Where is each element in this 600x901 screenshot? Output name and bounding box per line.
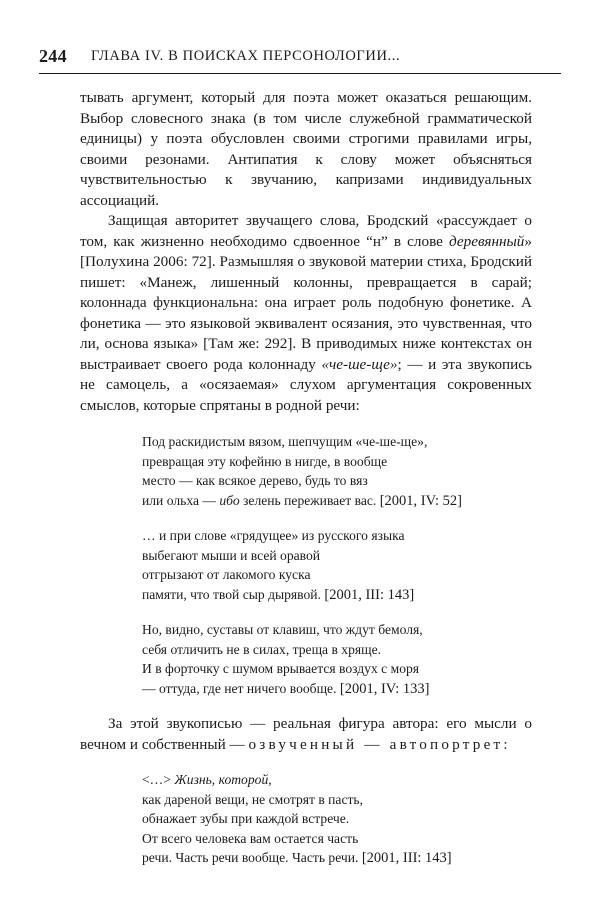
page-body bbox=[80, 88, 532, 884]
stanza-2 bbox=[142, 526, 532, 605]
verse-text: <…> bbox=[142, 772, 175, 787]
verse-line: отгрызают от лакомого куска bbox=[142, 567, 311, 582]
verse-block-1 bbox=[142, 432, 532, 699]
verse-line: И в форточку с шумом врывается воздух с моря bbox=[142, 661, 420, 676]
verse-line bbox=[142, 679, 532, 700]
verse-text: зелень переживает вас. bbox=[239, 492, 377, 508]
citation: [2001, III: 143] bbox=[361, 850, 452, 866]
running-header bbox=[39, 46, 561, 68]
verse-line: … и при слове «грядущее» из русского языка bbox=[142, 528, 405, 543]
verse-text: — оттуда, где нет ничего вообще. bbox=[142, 680, 337, 696]
verse-line: Но, видно, суставы от клавиш, что ждут бемоля, bbox=[142, 622, 423, 637]
paragraph-2-text-b: » [Полухина 2006: 72]. Размышляя о звуковой материи стиха, Бродский пишет: «Манеж, лишенный колонны, превращается в сарай; колоннада функциональна: она играет роль подобную фонетике. А фонетика — это языковой эквивалент осязания, это чувственная, что ли, основа языка» [Там же: 292]. В приводимых ниже контекстах он выстраивает своего рода колоннаду bbox=[80, 232, 532, 373]
verse-line bbox=[142, 770, 532, 790]
citation: [2001, III: 143] bbox=[324, 586, 415, 603]
paragraph-3-text: За этой звукописью — реальная фигура автора: его мысли о вечном и собственный — bbox=[80, 715, 532, 753]
page-number: 244 bbox=[39, 46, 67, 66]
verse-line: обнажает зубы при каждой встрече. bbox=[142, 811, 350, 826]
verse-text: речи. Часть речи вообще. Часть речи. bbox=[142, 850, 359, 865]
verse-line: Под раскидистым вязом, шепчущим «че-ше-ще», bbox=[142, 434, 428, 449]
paragraph-2-italic-sounds: «че-ше-ще» bbox=[321, 355, 398, 373]
stanza-3 bbox=[142, 620, 532, 699]
paragraph-1: тывать аргумент, который для поэта может оказаться решающим. Выбор словесного знака (в том числе служебной грамматической единицы) у поэта обусловлен своими строгими правилами игры, своими резонами. Антипатия к слову может объясняться чувствительностью к звучанию, капризами индивидуальных ассоциаций. bbox=[80, 89, 532, 209]
verse-italic-word: ибо bbox=[219, 492, 240, 508]
verse-text: или ольха — bbox=[142, 492, 220, 508]
verse-line: превращая эту кофейню в нигде, в вообще bbox=[142, 453, 388, 469]
verse-text: памяти, что твой сыр дырявой. bbox=[142, 586, 321, 602]
paragraph-2-italic-word: деревянный bbox=[449, 232, 525, 250]
paragraph-2 bbox=[80, 211, 532, 416]
verse-line: выбегают мыши и всей оравой bbox=[142, 547, 321, 563]
stanza-1 bbox=[142, 432, 532, 511]
citation: [2001, IV: 133] bbox=[339, 680, 430, 697]
verse-italic-phrase: Жизнь, которой, bbox=[174, 772, 272, 787]
spaced-emphasis: озвученный — автопортрет: bbox=[248, 735, 511, 753]
citation: [2001, IV: 52] bbox=[379, 492, 462, 509]
verse-line: себя отличить не в силах, треща в хряще. bbox=[142, 641, 382, 657]
paragraph-2-text-a: Защищая авторитет звучащего слова, Бродский «рассуждает о том, как жизненно необходимо сдвоенное “н” в слове bbox=[80, 212, 532, 250]
verse-line bbox=[142, 491, 532, 512]
header-rule bbox=[39, 73, 561, 74]
running-title: ГЛАВА IV. В ПОИСКАХ ПЕРСОНОЛОГИИ... bbox=[91, 48, 401, 64]
paragraph-3 bbox=[80, 714, 532, 755]
stanza-4 bbox=[142, 770, 532, 869]
verse-block-2 bbox=[142, 770, 532, 869]
verse-line bbox=[142, 585, 532, 606]
paragraph-2-text-c: ; — и эта звукопись не самоцель, а «осязаемая» слухом аргументация сокровенных смыслов, которые спрятаны в родной речи: bbox=[80, 355, 532, 414]
verse-line: От всего человека вам остается часть bbox=[142, 830, 359, 846]
verse-line bbox=[142, 848, 532, 869]
verse-line: место — как всякое дерево, будь то вяз bbox=[142, 473, 368, 488]
verse-line: как дареной вещи, не смотрят в пасть, bbox=[142, 791, 364, 807]
